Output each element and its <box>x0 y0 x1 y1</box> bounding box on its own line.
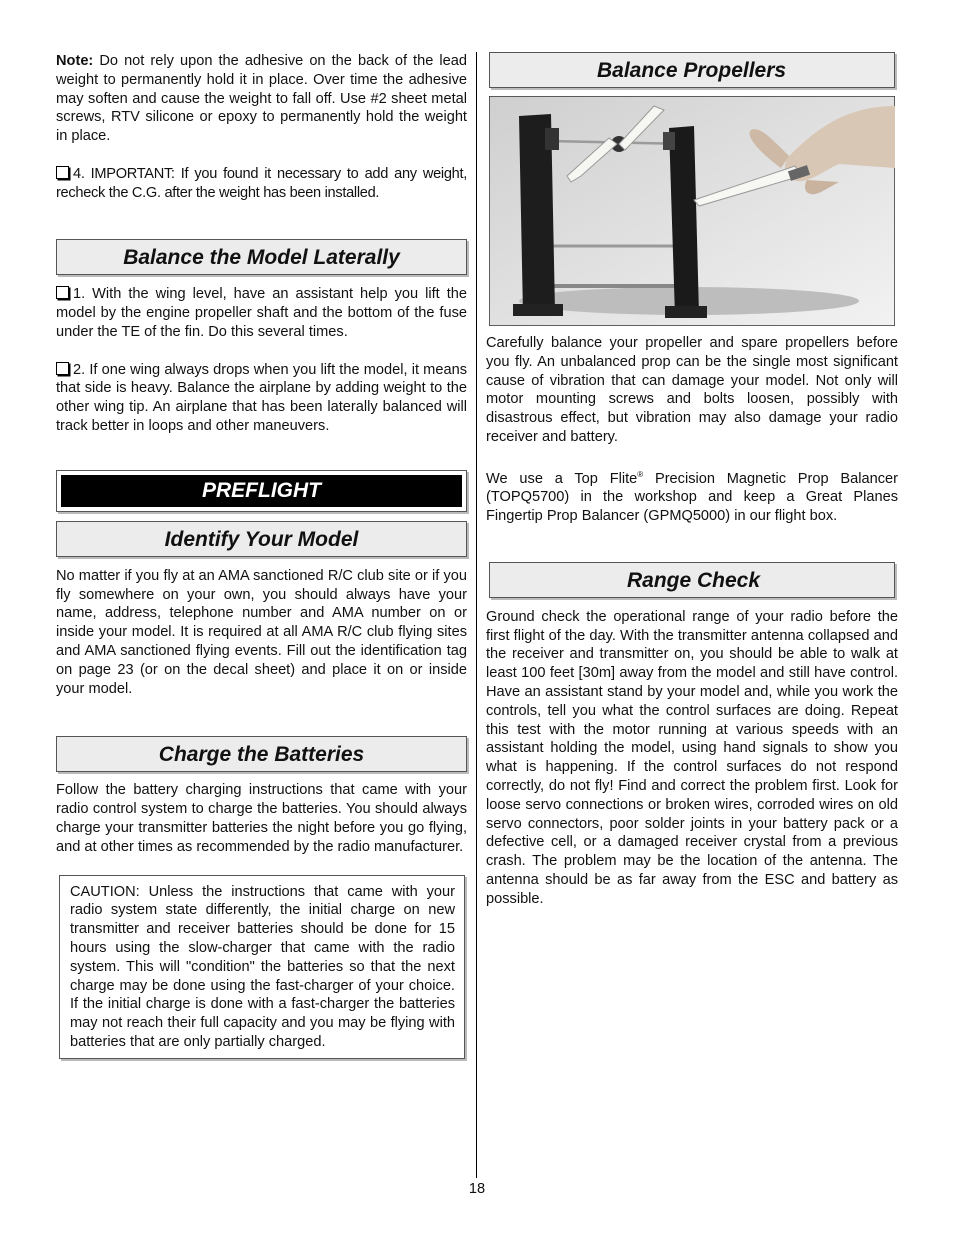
preflight-banner <box>56 470 467 512</box>
lateral-step-2 <box>56 361 467 436</box>
identify-paragraph: No matter if you fly at an AMA sanctioned R/C club site or if you fly somewhere on your own, you should always have your name, address, telephone number and AMA number on or inside your model. It is required at all AMA R/C club flying sites and AMA sanctioned flying events. Fill out the identification tag on page 23 (or on the decal sheet) and place it on or inside your model. <box>56 567 467 697</box>
step-4 <box>56 165 467 203</box>
checkbox-icon[interactable] <box>56 286 69 299</box>
note-text: Do not rely upon the adhesive on the back of the lead weight to permanently hold it in place. Over time the adhesive may soften and cause the weight to fall off. Use #2 sheet metal screws, RTV silicone or epoxy to permanently hold the weight in place. <box>56 53 467 145</box>
step-4-text: 4. IMPORTANT: If you found it necessary to add any weight, recheck the C.G. after the weight has been installed. <box>56 165 467 201</box>
caution-text: CAUTION: Unless the instructions that came with your radio system state differently, the initial charge on new transmitter and receiver batteries should be done for 15 hours using the slow-charger that came with the radio system. This will "condition" the batteries so that the next charge may be done using the fast-charger of your choice. If the initial charge is done with a fast-charger the batteries may not reach their full capacity and you may be flying with batteries that are only partially charged. <box>70 883 455 1050</box>
lateral-step-1-text: 1. With the wing level, have an assistant help you lift the model by the engine propeller shaft and the bottom of the fuse under the TE of the fin. Do this several times. <box>56 286 467 340</box>
charge-paragraph: Follow the battery charging instructions that came with your radio control system to charge the batteries. You should always charge your transmitter batteries the night before you go flying, and at other times as recommended by the radio manufacturer. <box>56 782 467 855</box>
lateral-step-1 <box>56 285 467 341</box>
registered-mark: ® <box>637 469 644 479</box>
propellers-heading: Balance Propellers <box>489 52 895 88</box>
charge-heading: Charge the Batteries <box>56 736 467 772</box>
right-column <box>486 52 898 909</box>
caution-box <box>59 875 465 1059</box>
balancer-text-2: Precision Magnetic Prop Balancer (TOPQ5700) in the workshop and keep a Great Planes Fingertip Prop Balancer (GPMQ5000) in our flight box. <box>486 470 898 525</box>
balancer-text-1: We use a Top Flite <box>486 470 638 487</box>
column-divider <box>476 52 477 1178</box>
left-column <box>56 52 467 1059</box>
checkbox-icon[interactable] <box>56 166 69 179</box>
lateral-step-2-text: 2. If one wing always drops when you lift the model, it means that side is heavy. Balance the airplane by adding weight to the other wing tip. An airplane that has been laterally balanced will track better in loops and other maneuvers. <box>56 361 467 434</box>
lateral-heading: Balance the Model Laterally <box>56 239 467 275</box>
page-number: 18 <box>468 1181 486 1197</box>
balancer-paragraph <box>486 466 898 526</box>
propellers-paragraph: Carefully balance your propeller and spare propellers before you fly. An unbalanced prop can be the single most significant cause of vibration that can damage your model. Not only will motor mounting screws and bolts loosen, possibly with disastrous effect, but vibration may also damage your radio receiver and battery. <box>486 335 898 445</box>
identify-heading: Identify Your Model <box>56 521 467 557</box>
range-paragraph: Ground check the operational range of your radio before the first flight of the day. With the transmitter antenna collapsed and the receiver and transmitter on, you should be able to walk at least 100 feet [30m] away from the model and still have control. Have an assistant stand by your model and, while you work the controls, tell you what the control surfaces are doing. Repeat this test with the motor running at various speeds with an assistant holding the model, using hand signals to show you what is happening. If the control surfaces do not respond correctly, do not fly! Find and correct the problem first. Look for loose servo connections or broken wires, corroded wires on old servo connectors, poor solder joints in your battery pack or a defective cell, or a damaged receiver crystal from a previous crash. The problem may be the location of the antenna. The antenna should be as far away from the ESC and battery as possible. <box>486 608 898 907</box>
checkbox-icon[interactable] <box>56 362 69 375</box>
note-label: Note: <box>56 53 94 69</box>
note-paragraph <box>56 52 467 146</box>
prop-balancer-photo <box>489 96 895 326</box>
range-heading: Range Check <box>489 562 895 598</box>
preflight-title: PREFLIGHT <box>61 475 462 507</box>
